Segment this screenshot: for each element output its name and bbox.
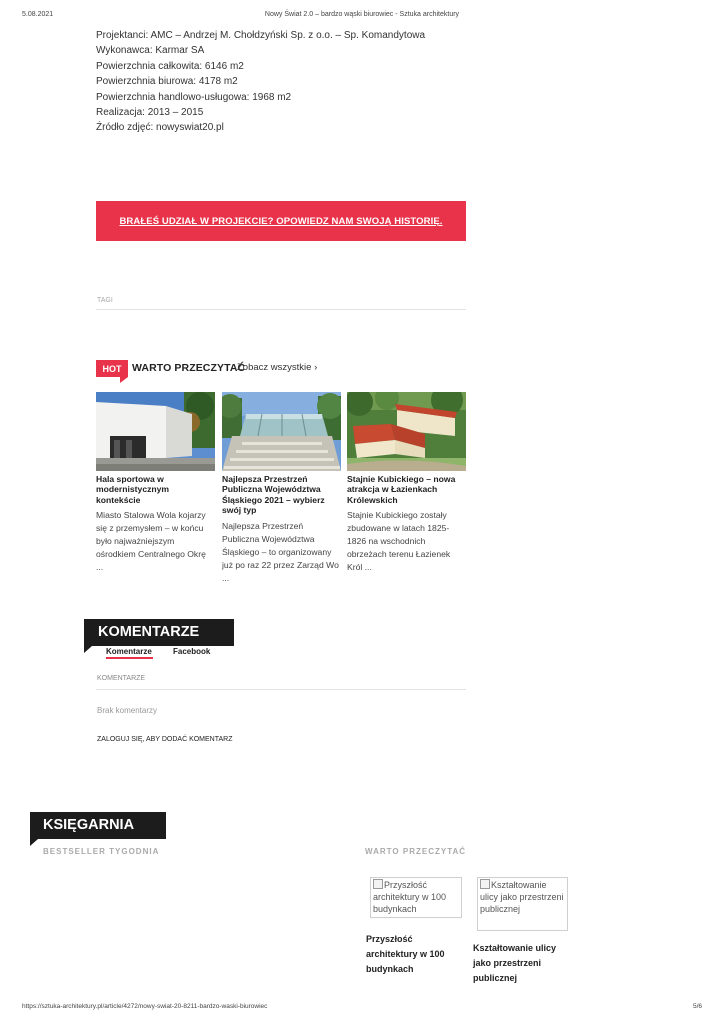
broken-image-icon: [373, 879, 383, 889]
book-title[interactable]: Kształtowanie ulicy jako przestrzeni publicznej: [473, 943, 557, 983]
book-cover-broken-image[interactable]: [477, 877, 568, 931]
project-photo-source: Źródło zdjęć: nowyswiat20.pl: [96, 122, 224, 134]
hot-badge-tail: [120, 377, 128, 383]
tags-divider: [96, 309, 466, 310]
book-card[interactable]: [473, 877, 568, 986]
book-title[interactable]: Przyszłość architektury w 100 budynkach: [366, 934, 445, 974]
article-excerpt: Najlepsza Przestrzeń Publiczna Województwa Śląskiego – to organizowany już po raz 22 przez Zarząd Wo ...: [222, 520, 339, 583]
project-designers: Projektanci: AMC – Andrzej M. Chołdzyński Sp. z o.o. – Sp. Komandytowa: [96, 30, 426, 41]
tab-comments-active-indicator: [106, 657, 153, 659]
article-title[interactable]: Stajnie Kubickiego – nowa atrakcja w Łazienkach Królewskich: [347, 474, 456, 505]
book-card[interactable]: [366, 877, 462, 977]
project-contractor: Wykonawca: Karmar SA: [96, 45, 205, 57]
book-cover-broken-image[interactable]: [370, 877, 462, 918]
article-card-public-space[interactable]: [222, 392, 341, 585]
share-story-link[interactable]: BRAŁEŚ UDZIAŁ W PROJEKCIE? OPOWIEDZ NAM SWOJĄ HISTORIĘ.: [119, 215, 443, 227]
comments-heading-notch: [84, 646, 92, 653]
comments-section-label: KOMENTARZE: [97, 675, 146, 682]
sports-hall-photo[interactable]: [96, 392, 215, 471]
article-excerpt: Stajnie Kubickiego zostały zbudowane w latach 1825-1826 na wschodnich obrzeżach terenu Łazienek Król ...: [347, 510, 451, 573]
no-comments-text: Brak komentarzy: [97, 706, 158, 715]
comments-heading: KOMENTARZE: [98, 624, 200, 640]
broken-image-icon: [480, 879, 490, 889]
print-footer-url: https://sztuka-architektury.pl/article/4272/nowy-swiat-20-8211-bardzo-waski-biurowiec: [22, 1003, 268, 1010]
book-cover-alt-text: Kształtowanie ulicy jako przestrzeni publicznej: [480, 880, 564, 914]
public-space-photo[interactable]: [222, 392, 341, 471]
see-all-link[interactable]: Zobacz wszystkie ›: [237, 362, 318, 373]
article-card-stables[interactable]: [347, 392, 466, 574]
article-card-sports-hall[interactable]: [96, 392, 215, 574]
tab-facebook[interactable]: Facebook: [173, 647, 211, 656]
project-office-area: Powierzchnia biurowa: 4178 m2: [96, 76, 238, 88]
article-excerpt: Miasto Stalowa Wola kojarzy się z przemysłem – w końcu było najważniejszym ośrodkiem Centralnego Okrę ...: [96, 510, 206, 573]
print-date: 5.08.2021: [22, 11, 54, 18]
bookstore-recommended-label: WARTO PRZECZYTAĆ: [365, 847, 467, 856]
project-total-area: Powierzchnia całkowita: 6146 m2: [96, 60, 244, 72]
article-title[interactable]: Hala sportowa w modernistycznym kontekście: [96, 474, 170, 505]
stables-photo[interactable]: [347, 392, 466, 471]
project-info: [96, 28, 425, 136]
print-title: Nowy Świat 2.0 – bardzo wąski biurowiec - Sztuka architektury: [264, 11, 460, 18]
tags-label: TAGI: [97, 297, 113, 304]
print-footer-page-number: 5/6: [692, 1003, 702, 1010]
login-to-comment-link[interactable]: ZALOGUJ SIĘ, ABY DODAĆ KOMENTARZ: [97, 736, 233, 743]
comments-divider: [96, 689, 466, 690]
bookstore-heading: KSIĘGARNIA: [43, 817, 135, 833]
recommended-heading: WARTO PRZECZYTAĆ: [132, 362, 246, 374]
hot-badge: HOT: [96, 360, 128, 377]
project-retail-area: Powierzchnia handlowo-usługowa: 1968 m2: [96, 91, 292, 103]
article-title[interactable]: Najlepsza Przestrzeń Publiczna Województwa Śląskiego 2021 – wybierz swój typ: [222, 474, 325, 516]
comments-heading-box: [84, 619, 234, 646]
bestseller-label: BESTSELLER TYGODNIA: [43, 847, 160, 856]
book-cover-alt-text: Przyszłość architektury w 100 budynkach: [373, 880, 447, 914]
project-realization: Realizacja: 2013 – 2015: [96, 107, 204, 119]
bookstore-heading-box: [30, 812, 166, 839]
bookstore-heading-notch: [30, 839, 38, 846]
share-story-banner[interactable]: [96, 201, 466, 241]
tab-comments[interactable]: Komentarze: [106, 647, 152, 656]
